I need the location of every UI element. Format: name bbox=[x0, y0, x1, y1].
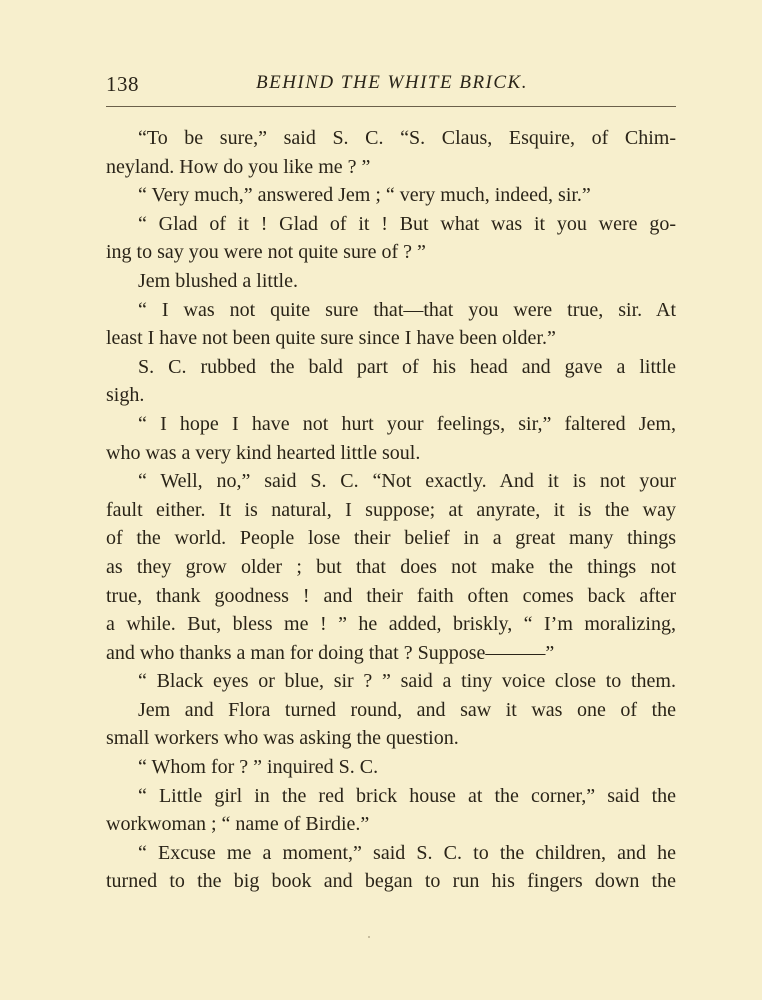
running-title: BEHIND THE WHITE BRICK. bbox=[256, 72, 528, 93]
text-line: “ Whom for ? ” inquired S. C. bbox=[138, 756, 379, 779]
text-line: S. C. rubbed the bald part of his head and gave a little bbox=[138, 355, 676, 378]
text-line: “ Very much,” answered Jem ; “ very much, indeed, sir.” bbox=[138, 184, 591, 207]
header-rule bbox=[106, 106, 676, 107]
text-line: true, thank goodness ! and their faith often comes back after bbox=[106, 584, 676, 607]
text-line: least I have not been quite sure since I have been older.” bbox=[106, 327, 556, 350]
text-line: “ Glad of it ! Glad of it ! But what was it you were go- bbox=[138, 212, 676, 235]
text-line: workwoman ; “ name of Birdie.” bbox=[106, 813, 370, 836]
text-line: turned to the big book and began to run his fingers down the bbox=[106, 870, 676, 893]
text-line: “ Little girl in the red brick house at the corner,” said the bbox=[138, 784, 676, 807]
text-line: of the world. People lose their belief in a great many things bbox=[106, 527, 676, 550]
page-number: 138 bbox=[106, 72, 139, 96]
text-line: “ Well, no,” said S. C. “Not exactly. And it is not your bbox=[138, 470, 676, 493]
text-line: “ I hope I have not hurt your feelings, sir,” faltered Jem, bbox=[138, 412, 676, 435]
page-header bbox=[106, 72, 676, 102]
text-line: “ Black eyes or blue, sir ? ” said a tiny voice close to them. bbox=[138, 670, 676, 693]
text-line: who was a very kind hearted little soul. bbox=[106, 441, 421, 464]
text-line: small workers who was asking the question. bbox=[106, 727, 459, 750]
text-line: and who thanks a man for doing that ? Suppose———” bbox=[106, 641, 555, 664]
text-line: a while. But, bless me ! ” he added, briskly, “ I’m moralizing, bbox=[106, 613, 676, 636]
text-line: Jem blushed a little. bbox=[138, 269, 298, 292]
text-line: sigh. bbox=[106, 384, 145, 407]
text-line: as they grow older ; but that does not make the things not bbox=[106, 555, 676, 578]
body-text bbox=[106, 124, 676, 896]
text-line: “ I was not quite sure that—that you were true, sir. At bbox=[138, 298, 676, 321]
paper-speck bbox=[368, 936, 370, 938]
text-line: “ Excuse me a moment,” said S. C. to the children, and he bbox=[138, 841, 676, 864]
text-line: “To be sure,” said S. C. “S. Claus, Esquire, of Chim- bbox=[138, 127, 676, 149]
text-line: fault either. It is natural, I suppose; at anyrate, it is the way bbox=[106, 498, 676, 521]
text-line: ing to say you were not quite sure of ? ” bbox=[106, 241, 426, 264]
text-line: neyland. How do you like me ? ” bbox=[106, 155, 371, 178]
text-line: Jem and Flora turned round, and saw it was one of the bbox=[138, 698, 676, 721]
